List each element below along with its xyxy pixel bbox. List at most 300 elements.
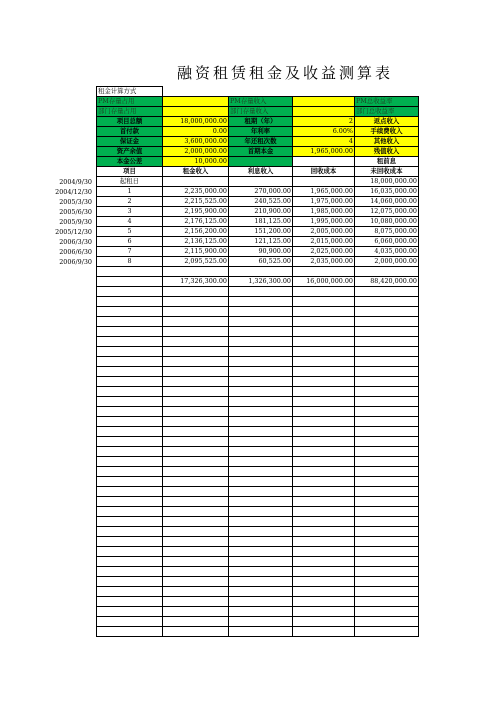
cell-unrecovered[interactable]: 2,000,000.00 [355,257,419,267]
cell-empty[interactable] [355,287,419,297]
cell-unrecovered[interactable]: 8,075,000.00 [355,227,419,237]
cell-empty[interactable] [229,327,293,337]
param-value[interactable]: 2,000,000.00 [163,147,229,157]
param-value[interactable]: 18,000,000.00 [163,117,229,127]
cell-empty[interactable] [97,347,163,357]
cell-blank[interactable] [163,267,229,277]
cell-empty[interactable] [293,457,355,467]
cell-empty[interactable] [97,417,163,427]
cell-empty[interactable] [293,527,355,537]
cell-empty[interactable] [293,317,355,327]
cell-pm-stock-income[interactable]: PM存量收入 [229,97,293,107]
cell-empty[interactable] [229,377,293,387]
cell-empty[interactable] [229,577,293,587]
cell-recovered[interactable]: 2,025,000.00 [293,247,355,257]
cell-rent[interactable] [163,177,229,187]
table-row [97,177,419,187]
cell-empty[interactable] [355,437,419,447]
cell-interest[interactable]: 151,200.00 [229,227,293,237]
cell-empty[interactable] [355,377,419,387]
cell-empty[interactable] [293,607,355,617]
empty-row [97,317,419,327]
cell-unrecovered[interactable]: 16,035,000.00 [355,187,419,197]
cell-empty[interactable] [163,577,229,587]
cell-empty[interactable] [293,487,355,497]
cell-empty[interactable] [355,347,419,357]
empty-row [97,387,419,397]
cell-empty[interactable] [97,547,163,557]
cell-empty[interactable] [97,437,163,447]
cell-empty[interactable] [163,467,229,477]
cell-empty[interactable] [97,367,163,377]
total-interest[interactable]: 1,326,300.00 [229,277,293,287]
cell-rent[interactable]: 2,235,000.00 [163,187,229,197]
cell-recovered[interactable]: 1,965,000.00 [293,187,355,197]
cell-empty[interactable] [163,317,229,327]
cell-empty[interactable] [97,287,163,297]
cell-empty[interactable] [163,567,229,577]
cell-empty[interactable] [293,537,355,547]
cell-empty[interactable] [163,357,229,367]
empty-row [97,477,419,487]
cell-empty[interactable] [163,457,229,467]
cell-interest[interactable]: 210,900.00 [229,207,293,217]
cell-empty[interactable] [97,497,163,507]
cell-empty[interactable] [229,467,293,477]
cell-empty[interactable] [97,427,163,437]
income-label[interactable]: 返点收入 [355,117,419,127]
param-value[interactable]: 10,000.00 [163,157,229,167]
column-header[interactable]: 租金收入 [163,167,229,177]
cell-empty[interactable] [229,297,293,307]
cell-empty[interactable] [293,377,355,387]
cell-empty[interactable] [229,477,293,487]
cell-empty[interactable] [229,307,293,317]
cell-item[interactable]: 1 [97,187,163,197]
cell-recovered[interactable]: 1,975,000.00 [293,197,355,207]
param-label[interactable]: 租期（年） [229,117,293,127]
cell-pm-stock-income-value[interactable] [293,97,355,107]
cell-empty[interactable] [355,507,419,517]
cell-empty[interactable] [229,487,293,497]
cell-interest[interactable]: 60,525.00 [229,257,293,267]
cell-empty[interactable] [293,287,355,297]
cell-unrecovered[interactable]: 10,080,000.00 [355,217,419,227]
cell-empty[interactable] [293,347,355,357]
cell-dept-stock-income-value[interactable] [293,107,355,117]
cell-empty[interactable] [163,297,229,307]
param-row [97,157,419,167]
cell-rent[interactable]: 2,195,900.00 [163,207,229,217]
cell-empty[interactable] [355,527,419,537]
cell-empty[interactable] [97,567,163,577]
cell-recovered[interactable]: 2,015,000.00 [293,237,355,247]
cell-empty[interactable] [229,437,293,447]
cell-empty[interactable] [355,367,419,377]
cell-empty[interactable] [355,547,419,557]
cell-empty[interactable] [229,417,293,427]
param-value[interactable]: 0.00 [163,127,229,137]
cell-unrecovered[interactable]: 4,035,000.00 [355,247,419,257]
cell-empty[interactable] [97,467,163,477]
cell-item[interactable]: 5 [97,227,163,237]
cell-recovered[interactable] [293,177,355,187]
cell-empty[interactable] [229,337,293,347]
cell-empty[interactable] [229,367,293,377]
cell-empty[interactable] [293,627,355,637]
cell-empty[interactable] [229,517,293,527]
method-label: 租金计算方式 [97,87,163,97]
cell-item[interactable]: 8 [97,257,163,267]
cell-empty[interactable] [293,577,355,587]
cell-empty[interactable] [163,587,229,597]
cell-empty[interactable] [97,627,163,637]
cell-interest[interactable]: 181,125.00 [229,217,293,227]
cell-empty[interactable] [163,347,229,357]
cell-empty[interactable] [355,517,419,527]
cell-empty[interactable] [97,397,163,407]
cell-item[interactable]: 7 [97,247,163,257]
empty-row [97,557,419,567]
blank-row [97,267,419,277]
cell-empty[interactable] [163,487,229,497]
cell-rent[interactable]: 2,115,900.00 [163,247,229,257]
cell-empty[interactable] [293,477,355,487]
row-date: 2005/3/30 [59,197,92,206]
cell-empty[interactable] [163,607,229,617]
cell-empty[interactable] [229,287,293,297]
cell-empty[interactable] [293,367,355,377]
cell-pm-stock-usage[interactable]: PM存量占用 [97,97,163,107]
total-rent[interactable]: 17,326,300.00 [163,277,229,287]
income-label[interactable]: 租前息 [355,157,419,167]
param-value[interactable] [293,157,355,167]
cell-empty[interactable] [163,527,229,537]
cell-empty[interactable] [97,587,163,597]
cell-empty[interactable] [163,617,229,627]
table-row [97,257,419,267]
cell-empty[interactable] [97,327,163,337]
cell-empty[interactable] [355,597,419,607]
cell-empty[interactable] [355,587,419,597]
cell-empty[interactable] [229,627,293,637]
cell-empty[interactable] [163,447,229,457]
cell-empty[interactable] [163,337,229,347]
cell-empty[interactable] [163,327,229,337]
cell-empty[interactable] [163,407,229,417]
cell-interest[interactable]: 270,000.00 [229,187,293,197]
cell-empty[interactable] [293,357,355,367]
cell-empty[interactable] [163,557,229,567]
cell-empty[interactable] [293,547,355,557]
column-header[interactable]: 利息收入 [229,167,293,177]
cell-item[interactable]: 3 [97,207,163,217]
cell-empty[interactable] [97,357,163,367]
empty-row [97,587,419,597]
cell-empty[interactable] [293,427,355,437]
header-row [97,97,419,107]
cell-empty[interactable] [355,607,419,617]
cell-empty[interactable] [97,597,163,607]
cell-empty[interactable] [355,427,419,437]
cell-empty[interactable] [355,537,419,547]
cell-empty[interactable] [293,447,355,457]
cell-recovered[interactable]: 1,985,000.00 [293,207,355,217]
lease-calculation-table [96,86,419,637]
cell-empty[interactable] [355,357,419,367]
cell-empty[interactable] [355,457,419,467]
cell-empty[interactable] [293,327,355,337]
cell-empty[interactable] [97,447,163,457]
empty-row [97,367,419,377]
cell-unrecovered[interactable]: 12,075,000.00 [355,207,419,217]
cell-empty[interactable] [163,377,229,387]
cell-empty[interactable] [293,497,355,507]
cell-empty[interactable] [229,587,293,597]
table-row [97,207,419,217]
cell-empty[interactable] [355,307,419,317]
cell-blank[interactable] [293,267,355,277]
cell-empty[interactable] [229,457,293,467]
cell-empty[interactable] [355,627,419,637]
cell-rent[interactable]: 2,156,200.00 [163,227,229,237]
cell-empty[interactable] [163,287,229,297]
cell-empty[interactable] [163,477,229,487]
column-header[interactable]: 项目 [97,167,163,177]
empty-row [97,437,419,447]
cell-empty[interactable] [229,557,293,567]
total-unrecovered[interactable]: 88,420,000.00 [355,277,419,287]
income-label[interactable]: 手续费收入 [355,127,419,137]
cell-empty[interactable] [163,367,229,377]
cell-interest[interactable]: 90,900.00 [229,247,293,257]
cell-empty[interactable] [355,407,419,417]
total-recovered[interactable]: 16,000,000.00 [293,277,355,287]
cell-empty[interactable] [229,547,293,557]
cell-empty[interactable] [293,517,355,527]
cell-empty[interactable] [229,387,293,397]
column-header[interactable]: 未回收成本 [355,167,419,177]
cell-empty[interactable] [97,377,163,387]
cell-rent[interactable]: 2,176,125.00 [163,217,229,227]
empty-row [97,457,419,467]
cell-empty[interactable] [97,387,163,397]
cell-empty[interactable] [97,407,163,417]
cell-empty[interactable] [97,307,163,317]
cell-empty[interactable] [229,397,293,407]
row-date: 2005/6/30 [59,207,92,216]
cell-empty[interactable] [355,397,419,407]
param-label[interactable]: 保证金 [97,137,163,147]
cell-empty[interactable] [293,507,355,517]
cell-empty[interactable] [97,477,163,487]
cell-empty[interactable] [293,397,355,407]
cell-empty[interactable] [355,337,419,347]
row-date: 2006/9/30 [59,257,92,266]
cell-empty[interactable] [229,427,293,437]
cell-rent[interactable]: 2,136,125.00 [163,237,229,247]
cell-item[interactable]: 4 [97,217,163,227]
cell-empty[interactable] [293,467,355,477]
cell-empty[interactable] [163,497,229,507]
cell-item[interactable]: 2 [97,197,163,207]
cell-empty[interactable] [163,427,229,437]
cell-empty[interactable] [163,547,229,557]
cell-empty[interactable] [97,577,163,587]
cell-empty[interactable] [355,497,419,507]
cell-empty[interactable] [163,507,229,517]
param-label[interactable] [229,157,293,167]
empty-row [97,337,419,347]
cell-empty[interactable] [355,317,419,327]
income-label[interactable]: 其他收入 [355,137,419,147]
cell-empty[interactable] [293,407,355,417]
cell-blank[interactable] [229,267,293,277]
cell-empty[interactable] [163,387,229,397]
cell-empty[interactable] [293,417,355,427]
param-value[interactable]: 1,965,000.00 [293,147,355,157]
totals-row [97,277,419,287]
cell-interest[interactable]: 121,125.00 [229,237,293,247]
column-header[interactable]: 回收成本 [293,167,355,177]
income-label[interactable]: 残值收入 [355,147,419,157]
param-label[interactable]: 首付款 [97,127,163,137]
cell-empty[interactable] [293,597,355,607]
cell-unrecovered[interactable]: 6,060,000.00 [355,237,419,247]
cell-empty[interactable] [97,457,163,467]
cell-dept-stock-usage[interactable]: 部门存量占用 [97,107,163,117]
param-value[interactable]: 2 [293,117,355,127]
param-label[interactable]: 首期本金 [229,147,293,157]
cell-empty[interactable] [293,587,355,597]
empty-row [97,397,419,407]
param-label[interactable]: 项目总额 [97,117,163,127]
cell-empty[interactable] [355,477,419,487]
cell-empty[interactable] [293,297,355,307]
cell-empty[interactable] [293,307,355,317]
cell-empty[interactable] [97,557,163,567]
cell-empty[interactable] [355,557,419,567]
cell-empty[interactable] [163,307,229,317]
param-label[interactable]: 年利率 [229,127,293,137]
cell-empty[interactable] [293,437,355,447]
cell-empty[interactable] [355,387,419,397]
cell-pm-total-yield[interactable]: PM总收益率 [355,97,419,107]
cell-empty[interactable] [355,417,419,427]
cell-rent[interactable]: 2,215,525.00 [163,197,229,207]
cell-empty[interactable] [97,517,163,527]
cell-empty[interactable] [97,507,163,517]
empty-row [97,347,419,357]
cell-empty[interactable] [163,517,229,527]
cell-unrecovered[interactable]: 14,060,000.00 [355,197,419,207]
param-value[interactable]: 4 [293,137,355,147]
cell-empty[interactable] [229,407,293,417]
cell-blank[interactable] [355,267,419,277]
cell-dept-stock-usage-value[interactable] [163,107,229,117]
cell-empty[interactable] [293,567,355,577]
cell-empty[interactable] [163,537,229,547]
cell-blank[interactable] [97,267,163,277]
cell-empty[interactable] [355,487,419,497]
cell-empty[interactable] [293,387,355,397]
cell-recovered[interactable]: 1,995,000.00 [293,217,355,227]
cell-empty[interactable] [229,347,293,357]
cell-empty[interactable] [355,467,419,477]
cell-empty[interactable] [229,597,293,607]
row-date: 2004/9/30 [59,177,92,186]
cell-empty[interactable] [229,357,293,367]
cell-empty[interactable] [163,437,229,447]
cell-empty[interactable] [355,297,419,307]
cell-empty[interactable] [229,317,293,327]
cell-empty[interactable] [355,327,419,337]
empty-row [97,507,419,517]
empty-row [97,617,419,627]
param-value[interactable]: 6.00% [293,127,355,137]
cell-empty[interactable] [97,607,163,617]
method-row [97,87,419,97]
cell-empty[interactable] [97,317,163,327]
table-row [97,217,419,227]
cell-empty[interactable] [293,617,355,627]
cell-item[interactable]: 起租日 [97,177,163,187]
cell-empty[interactable] [229,527,293,537]
param-label[interactable]: 年还租次数 [229,137,293,147]
cell-blank[interactable] [97,277,163,287]
cell-empty[interactable] [293,557,355,567]
cell-item[interactable]: 6 [97,237,163,247]
cell-rent[interactable]: 2,095,525.00 [163,257,229,267]
cell-empty[interactable] [229,497,293,507]
cell-empty[interactable] [163,397,229,407]
cell-empty[interactable] [229,447,293,457]
cell-empty[interactable] [97,537,163,547]
cell-empty[interactable] [229,507,293,517]
cell-empty[interactable] [97,297,163,307]
cell-interest[interactable]: 240,525.00 [229,197,293,207]
cell-interest[interactable] [229,177,293,187]
cell-empty[interactable] [163,417,229,427]
cell-empty[interactable] [97,487,163,497]
empty-row [97,377,419,387]
cell-empty[interactable] [163,597,229,607]
param-value[interactable]: 3,600,000.00 [163,137,229,147]
cell-empty[interactable] [163,627,229,637]
header-row [97,107,419,117]
cell-empty[interactable] [229,567,293,577]
cell-empty[interactable] [355,577,419,587]
cell-empty[interactable] [293,337,355,347]
cell-empty[interactable] [355,447,419,457]
cell-empty[interactable] [229,607,293,617]
cell-empty[interactable] [97,527,163,537]
cell-recovered[interactable]: 2,035,000.00 [293,257,355,267]
cell-recovered[interactable]: 2,005,000.00 [293,227,355,237]
param-label[interactable]: 资产余值 [97,147,163,157]
cell-empty[interactable] [355,567,419,577]
cell-empty[interactable] [229,537,293,547]
cell-empty[interactable] [97,617,163,627]
cell-empty[interactable] [229,617,293,627]
cell-empty[interactable] [355,617,419,627]
cell-dept-total-yield[interactable]: 部门总收益率 [355,107,419,117]
cell-empty[interactable] [97,337,163,347]
param-label[interactable]: 本金公差 [97,157,163,167]
cell-dept-stock-income[interactable]: 部门存量收入 [229,107,293,117]
cell-pm-stock-usage-value[interactable] [163,97,229,107]
cell-unrecovered[interactable]: 18,000,000.00 [355,177,419,187]
